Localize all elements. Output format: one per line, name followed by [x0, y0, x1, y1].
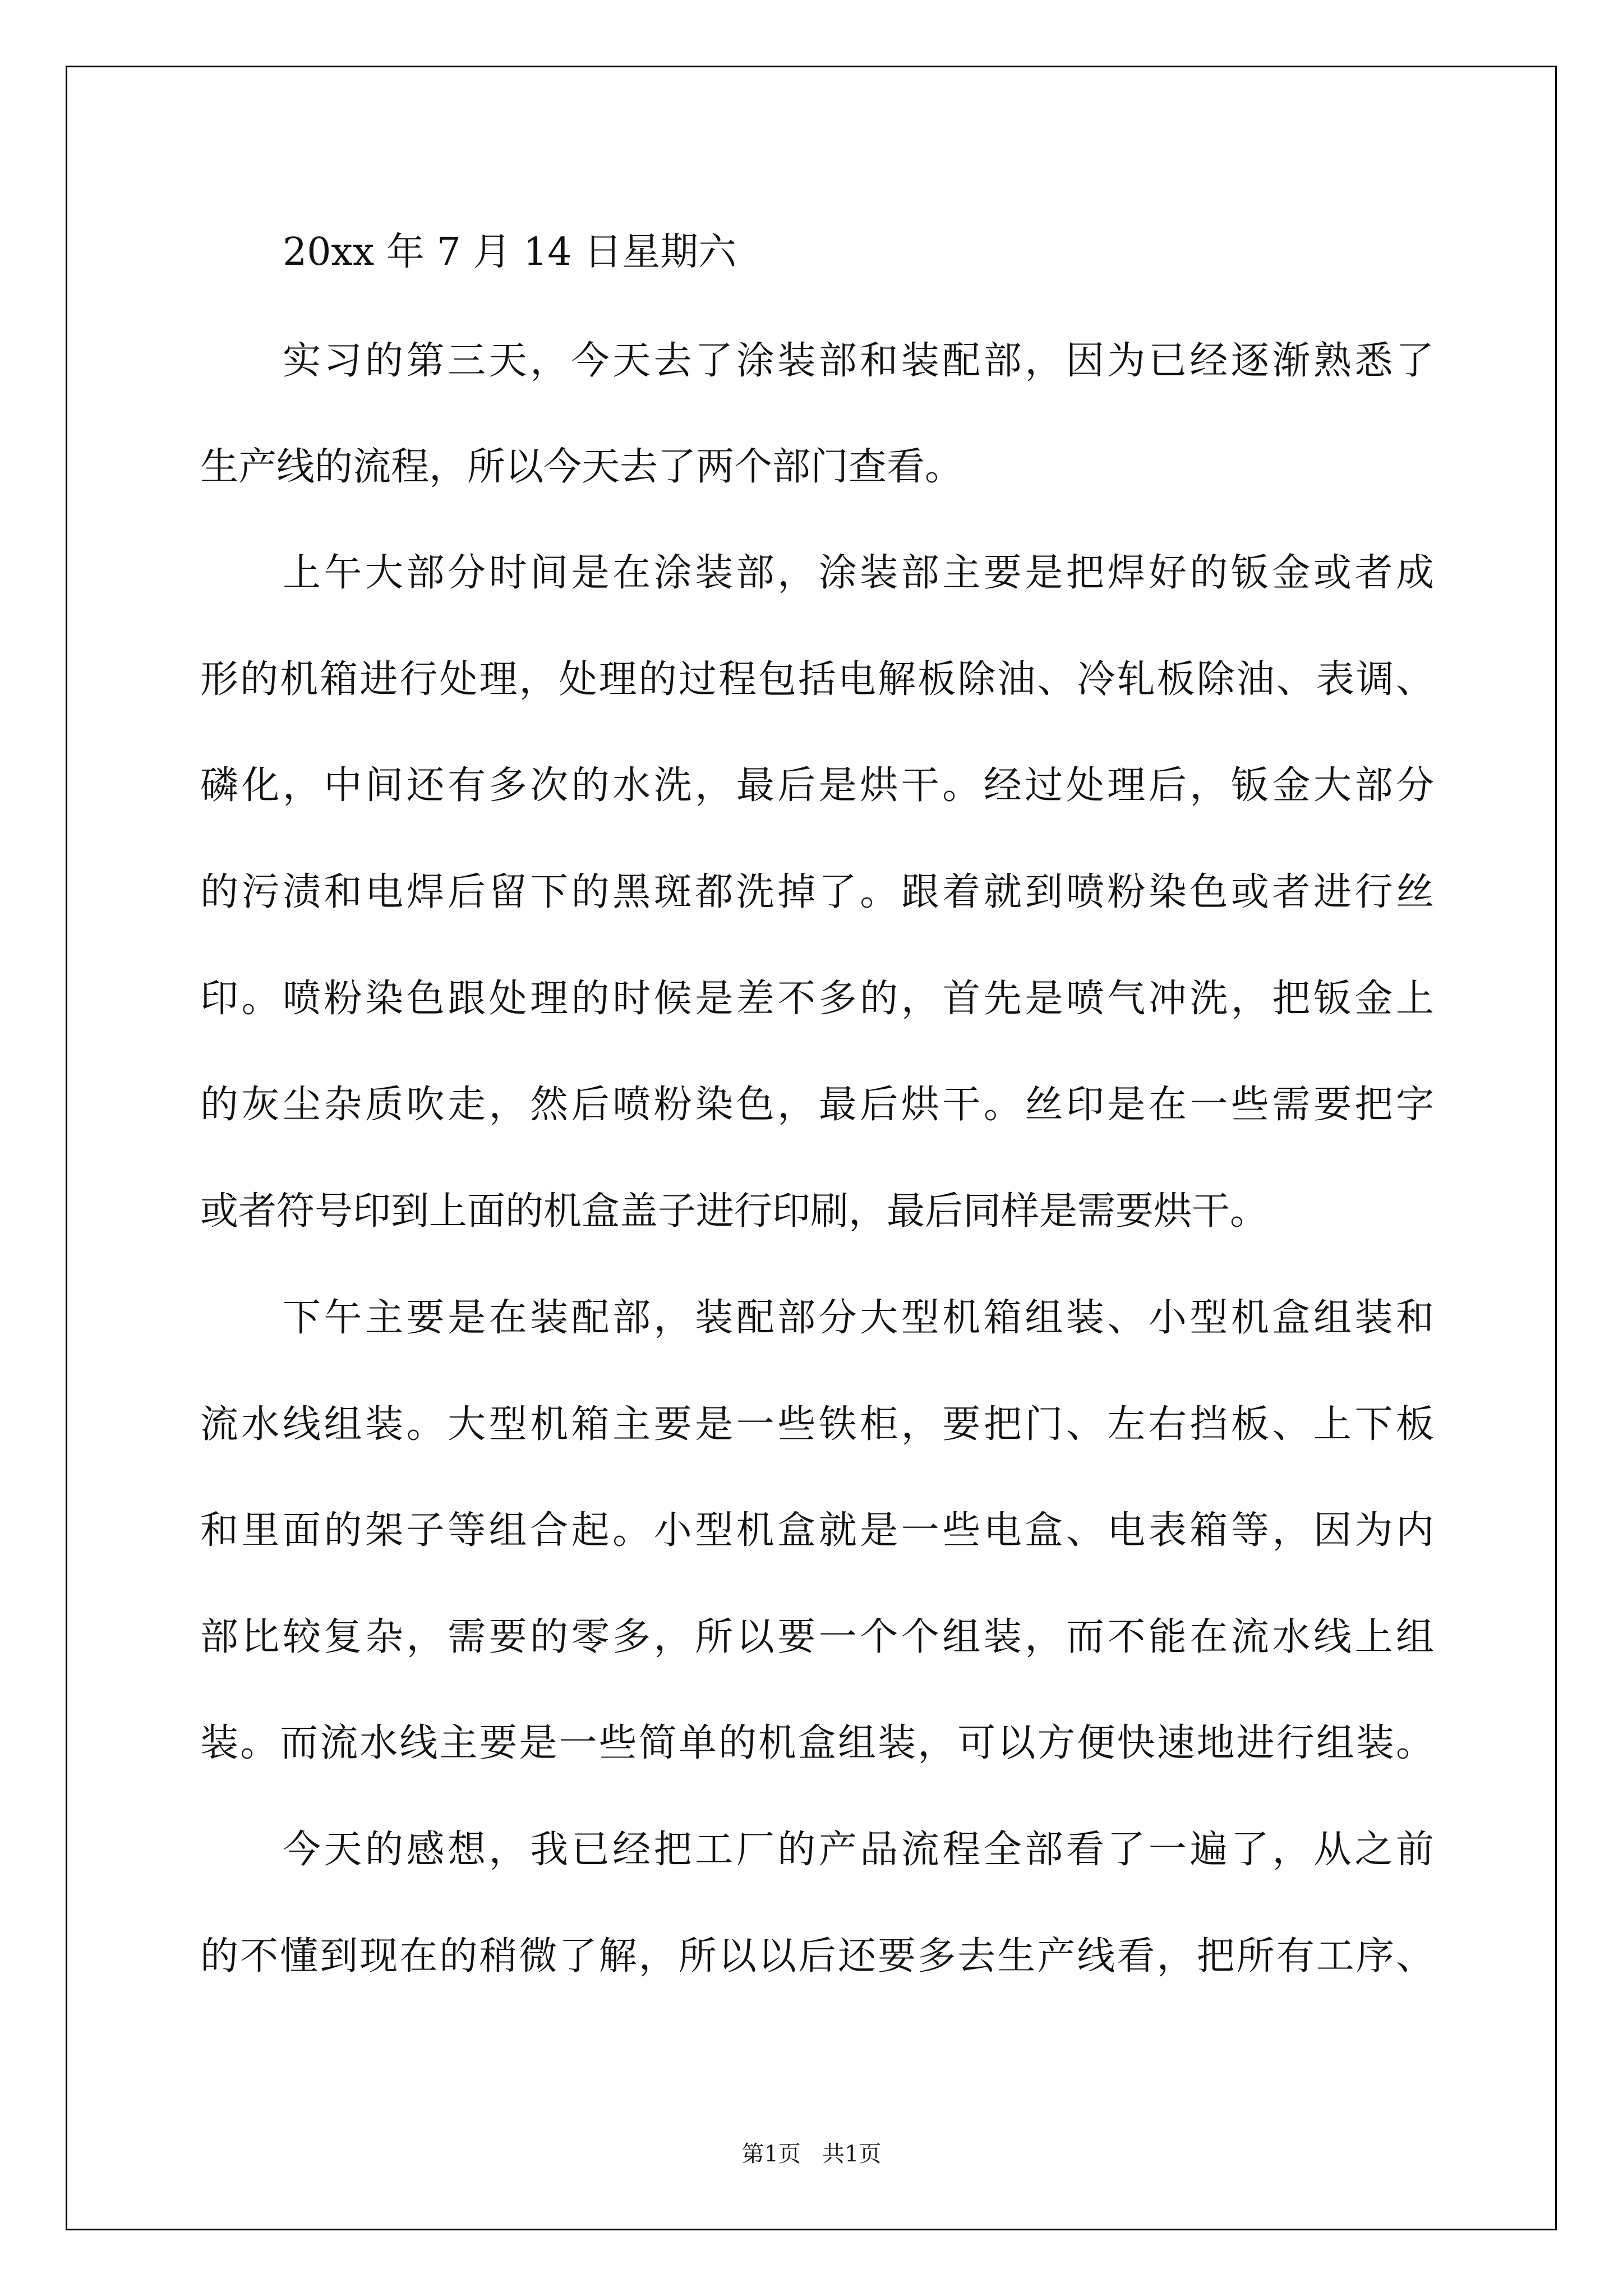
date-line: 20xx 年 7 月 14 日星期六	[283, 230, 737, 274]
paragraph-line: 或者符号印到上面的机盒盖子进行印刷，最后同样是需要烘干。	[200, 1189, 1269, 1234]
page-footer: 第1页 共1页	[741, 2141, 882, 2167]
paragraph-line: 装。而流水线主要是一些简单的机盒组装，可以方便快速地进行组装。	[200, 1721, 1434, 1765]
paragraph-line: 的污渍和电焊后留下的黑斑都洗掉了。跟着就到喷粉染色或者进行丝	[200, 870, 1434, 914]
paragraph-line: 的灰尘杂质吹走，然后喷粉染色，最后烘干。丝印是在一些需要把字	[200, 1083, 1434, 1127]
paragraph-line: 上午大部分时间是在涂装部，涂装部主要是把焊好的钣金或者成	[283, 551, 1434, 595]
paragraph-line: 的不懂到现在的稍微了解，所以以后还要多去生产线看，把所有工序、	[200, 1934, 1434, 1978]
paragraph-line: 磷化，中间还有多次的水洗，最后是烘干。经过处理后，钣金大部分	[200, 763, 1434, 808]
paragraph-line: 今天的感想，我已经把工厂的产品流程全部看了一遍了，从之前	[283, 1828, 1434, 1872]
paragraph-line: 部比较复杂，需要的零多，所以要一个个组装，而不能在流水线上组	[200, 1615, 1434, 1659]
paragraph-line: 印。喷粉染色跟处理的时候是差不多的，首先是喷气冲洗，把钣金上	[200, 977, 1434, 1021]
paragraph-line: 流水线组装。大型机箱主要是一些铁柜，要把门、左右挡板、上下板	[200, 1402, 1434, 1447]
paragraph-line: 下午主要是在装配部，装配部分大型机箱组装、小型机盒组装和	[283, 1296, 1434, 1340]
paragraph-line: 形的机箱进行处理，处理的过程包括电解板除油、冷轧板除油、表调、	[200, 657, 1434, 702]
paragraph-line: 和里面的架子等组合起。小型机盒就是一些电盒、电表箱等，因为内	[200, 1508, 1434, 1553]
paragraph-line: 实习的第三天，今天去了涂装部和装配部，因为已经逐渐熟悉了	[283, 339, 1434, 383]
page-border	[66, 66, 1557, 2230]
paragraph-line: 生产线的流程，所以今天去了两个部门查看。	[200, 445, 963, 489]
